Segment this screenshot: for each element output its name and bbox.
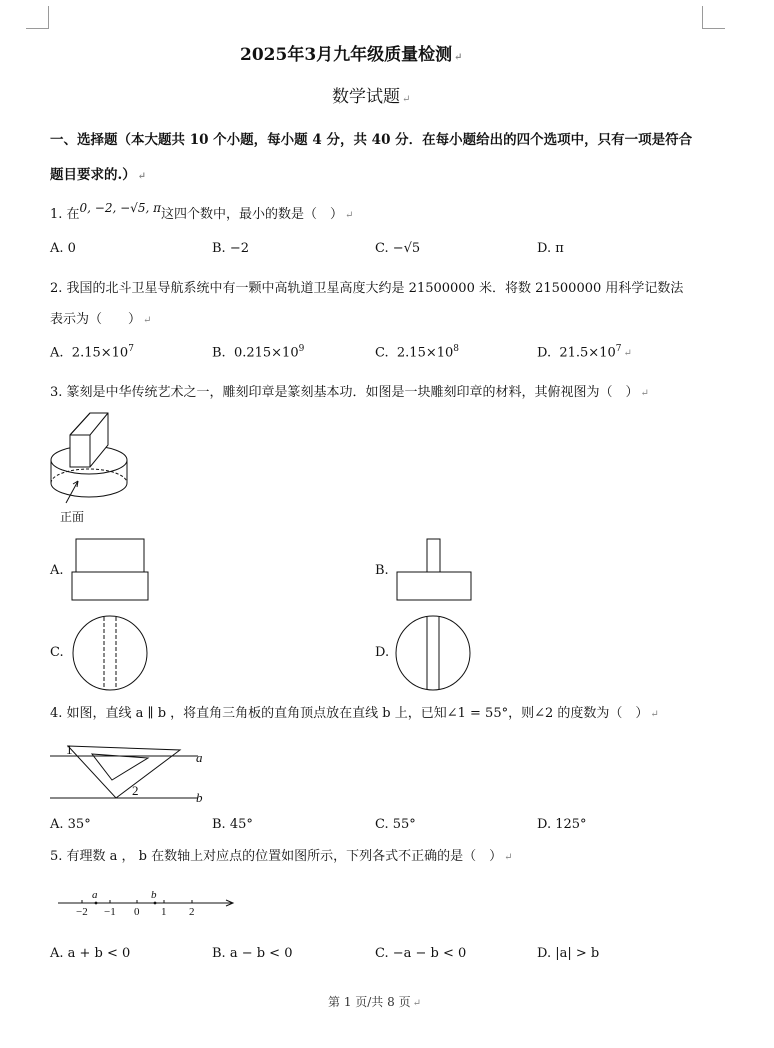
q5-tick-label: 1 (161, 906, 167, 918)
q3-option-d-label[interactable]: D. (375, 645, 390, 660)
q3-seal-figure (48, 405, 148, 525)
q5-number-line (56, 886, 246, 920)
q3-front-label: 正面 (60, 510, 85, 524)
q1-option-a[interactable]: A. 0 (50, 241, 76, 256)
crop-mark-top-right (702, 6, 725, 29)
question-4-text: 4. 如图，直线 a ∥ b ，将直角三角板的直角顶点放在直线 b 上，已知∠1 = 55°，则∠2 的度数为（ ） ↵ (50, 706, 659, 721)
q5-option-d[interactable]: D. |a| > b (537, 946, 600, 961)
q5-tick-label: −2 (76, 906, 88, 918)
q4-option-c[interactable]: C. 55° (375, 817, 416, 832)
q5-tick-label: −1 (104, 906, 116, 918)
q2-option-b[interactable]: B. $0.215\times 10^9$ (212, 344, 305, 361)
q1-option-d[interactable]: D. π (537, 241, 564, 256)
q2-option-d[interactable]: D. $21.5\times 10^7$ ↵ (537, 344, 632, 361)
q5-tick-label: 2 (189, 906, 195, 918)
question-5-text: 5. 有理数 a ， b 在数轴上对应点的位置如图所示，下列各式不正确的是（ ） ↵ (50, 849, 513, 864)
question-2-line1: 2. 我国的北斗卫星导航系统中有一颗中高轨道卫星高度大约是 21500000 米．将数 21500000 用科学记数法 (50, 281, 684, 296)
crop-mark-top-left (26, 6, 49, 29)
q4-angle-2-label: 2 (132, 783, 139, 798)
question-1-text: 1. 在0, −2, −√5, π这四个数中，最小的数是（ ） ↵ (50, 201, 354, 222)
q3-option-a-label[interactable]: A. (50, 563, 64, 578)
q3-option-b-figure[interactable] (394, 537, 474, 603)
q1-option-b[interactable]: B. −2 (212, 241, 249, 256)
q3-option-a-figure[interactable] (70, 537, 150, 603)
page-subtitle: 数学试题 ↵ (332, 87, 411, 107)
q3-option-b-label[interactable]: B. (375, 563, 389, 578)
q4-parallel-lines-figure (48, 726, 218, 810)
q4-option-a[interactable]: A. 35° (50, 817, 91, 832)
q4-line-b-label: b (196, 790, 203, 805)
page-footer: 第 1 页/共 8 页 ↵ (328, 995, 421, 1009)
section-heading-line1: 一、选择题（本大题共 10 个小题，每小题 4 分，共 40 分．在每小题给出的四个选项中，只有一项是符合 (50, 132, 693, 148)
section-heading-line2: 题目要求的.） ↵ (50, 167, 147, 183)
q5-option-b[interactable]: B. a − b < 0 (212, 946, 293, 961)
q3-option-c-label[interactable]: C. (50, 645, 64, 660)
q5-point-b-label: b (151, 889, 157, 901)
q4-line-a-label: a (196, 750, 203, 765)
q4-triangle-ruler (68, 746, 180, 798)
q2-option-c[interactable]: C. $2.15\times 10^8$ (375, 344, 460, 361)
q3-option-c-figure[interactable] (70, 615, 150, 691)
q4-angle-1-label: 1 (66, 742, 73, 757)
q4-option-b[interactable]: B. 45° (212, 817, 253, 832)
q3-option-d-figure[interactable] (395, 615, 475, 691)
q4-option-d[interactable]: D. 125° (537, 817, 587, 832)
question-2-line2: 表示为（ ） ↵ (50, 312, 152, 327)
q5-option-a[interactable]: A. a + b < 0 (50, 946, 131, 961)
q5-point-a-label: a (92, 889, 98, 901)
q5-option-c[interactable]: C. −a − b < 0 (375, 946, 467, 961)
q2-option-a[interactable]: A. $2.15\times 10^7$ (50, 344, 134, 361)
question-3-text: 3. 篆刻是中华传统艺术之一，雕刻印章是篆刻基本功．如图是一块雕刻印章的材料，其俯视图为（ ） ↵ (50, 385, 649, 400)
q1-option-c[interactable]: C. −√5 (375, 241, 421, 256)
q5-tick-label: 0 (134, 906, 140, 918)
page-title: 2025年3月九年级质量检测 ↵ (240, 45, 463, 65)
